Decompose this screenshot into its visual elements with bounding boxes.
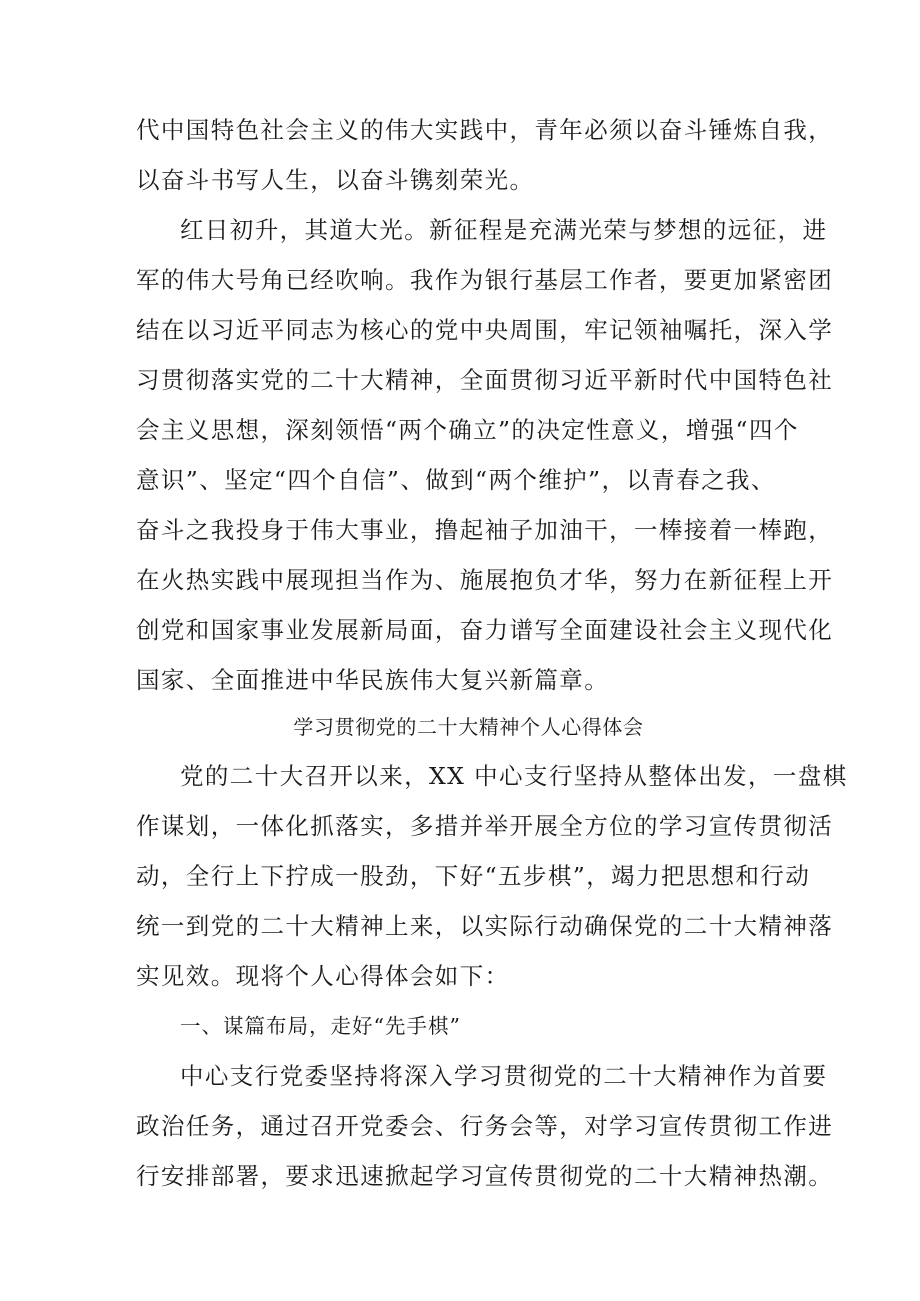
paragraph-2-line-3: 结在以习近平同志为核心的党中央周围，牢记领袖嘱托，深入学 bbox=[136, 316, 834, 344]
paragraph-2-line-8: 在火热实践中展现担当作为、施展抱负才华，努力在新征程上开 bbox=[136, 566, 834, 594]
paragraph-3-line-4: 统一到党的二十大精神上来，以实际行动确保党的二十大精神落 bbox=[136, 912, 834, 940]
paragraph-3-line-1: 党的二十大召开以来，XX 中心支行坚持从整体出发，一盘棋 bbox=[180, 762, 848, 790]
paragraph-4-line-2: 政治任务，通过召开党委会、行务会等，对学习宣传贯彻工作进 bbox=[136, 1112, 834, 1140]
section-1-heading: 一、谋篇布局，走好“先手棋” bbox=[180, 1014, 461, 1038]
document-title: 学习贯彻党的二十大精神个人心得体会 bbox=[293, 715, 644, 739]
paragraph-2-line-4: 习贯彻落实党的二十大精神，全面贯彻习近平新时代中国特色社 bbox=[136, 366, 834, 394]
paragraph-2-line-10: 国家、全面推进中华民族伟大复兴新篇章。 bbox=[136, 666, 610, 694]
paragraph-2-line-5: 会主义思想，深刻领悟“两个确立”的决定性意义，增强“四个 bbox=[136, 416, 799, 444]
paragraph-3-line-2: 作谋划，一体化抓落实，多措并举开展全方位的学习宣传贯彻活 bbox=[136, 812, 834, 840]
paragraph-2-line-9: 创党和国家事业发展新局面，奋力谱写全面建设社会主义现代化 bbox=[136, 616, 834, 644]
paragraph-2-line-2: 军的伟大号角已经吹响。我作为银行基层工作者，要更加紧密团 bbox=[136, 266, 834, 294]
paragraph-1-line-2: 以奋斗书写人生，以奋斗镌刻荣光。 bbox=[136, 166, 535, 194]
paragraph-3-line-3: 动，全行上下拧成一股劲，下好“五步棋”，竭力把思想和行动 bbox=[136, 862, 811, 890]
paragraph-2-line-1: 红日初升，其道大光。新征程是充满光荣与梦想的远征，进 bbox=[180, 216, 828, 244]
paragraph-2-line-7: 奋斗之我投身于伟大事业，撸起袖子加油干，一棒接着一棒跑， bbox=[136, 516, 834, 544]
paragraph-4-line-1: 中心支行党委坚持将深入学习贯彻党的二十大精神作为首要 bbox=[180, 1062, 828, 1090]
paragraph-1-line-1: 代中国特色社会主义的伟大实践中，青年必须以奋斗锤炼自我， bbox=[136, 116, 834, 144]
paragraph-4-line-3: 行安排部署，要求迅速掀起学习宣传贯彻党的二十大精神热潮。 bbox=[136, 1162, 834, 1190]
paragraph-2-line-6: 意识”、坚定“四个自信”、做到“两个维护”，以青春之我、 bbox=[136, 466, 776, 494]
paragraph-3-line-5: 实见效。现将个人心得体会如下： bbox=[136, 962, 510, 990]
